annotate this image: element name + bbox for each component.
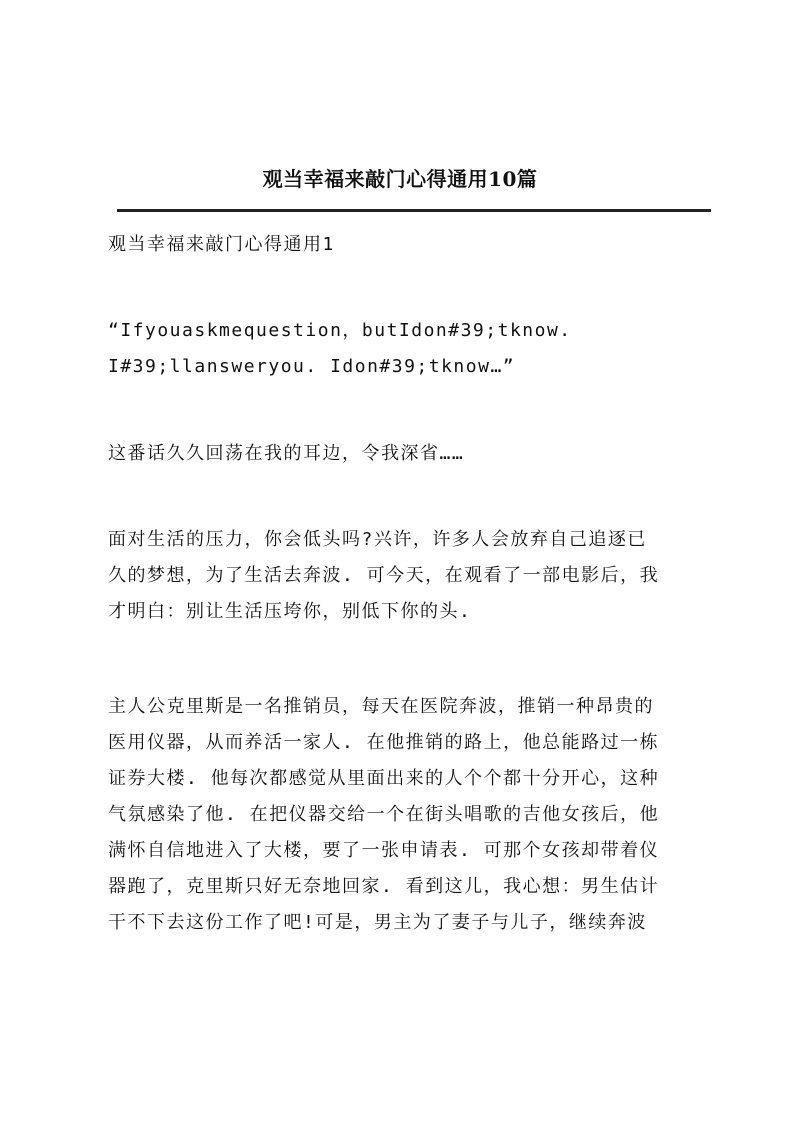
paragraph-line: 医用仪器，从而养活一家人. 在他推销的路上，他总能路过一栋 bbox=[108, 732, 660, 753]
document-title: 观当幸福来敲门心得通用10篇 bbox=[262, 167, 538, 191]
quote-line: “Ifyouaskmequestion，butIdon#39;tknow. bbox=[108, 320, 572, 341]
story-paragraph bbox=[108, 689, 708, 941]
title-divider bbox=[117, 209, 711, 212]
paragraph-line: 气氛感染了他. 在把仪器交给一个在街头唱歌的吉他女孩后，他 bbox=[108, 804, 660, 825]
paragraph-line: 面对生活的压力，你会低头吗?兴许，许多人会放弃自己追逐已 bbox=[108, 529, 647, 550]
paragraph-line: 证券大楼. 他每次都感觉从里面出来的人个个都十分开心，这种 bbox=[108, 768, 660, 789]
quote-line: I#39;llansweryou. Idon#39;tknow…” bbox=[108, 356, 516, 377]
paragraph-line: 器跑了，克里斯只好无奈地回家. 看到这儿，我心想：男生估计 bbox=[108, 876, 660, 897]
paragraph-line: 干不下去这份工作了吧!可是，男主为了妻子与儿子，继续奔波 bbox=[108, 912, 647, 933]
paragraph-line: 久的梦想，为了生活去奔波. 可今天，在观看了一部电影后，我 bbox=[108, 565, 660, 586]
paragraph-line: 满怀自信地进入了大楼，要了一张申请表. 可那个女孩却带着仪 bbox=[108, 840, 660, 861]
quote-paragraph bbox=[108, 313, 708, 385]
section-subtitle bbox=[108, 227, 708, 263]
reflection-text: 这番话久久回荡在我的耳边，令我深省…… bbox=[108, 443, 465, 464]
paragraph-line: 主人公克里斯是一名推销员，每天在医院奔波，推销一种昂贵的 bbox=[108, 696, 654, 717]
reflection-paragraph bbox=[108, 436, 708, 472]
pressure-paragraph bbox=[108, 522, 708, 630]
paragraph-line: 才明白：别让生活压垮你，别低下你的头. bbox=[108, 601, 472, 622]
subtitle-text: 观当幸福来敲门心得通用1 bbox=[108, 234, 335, 255]
